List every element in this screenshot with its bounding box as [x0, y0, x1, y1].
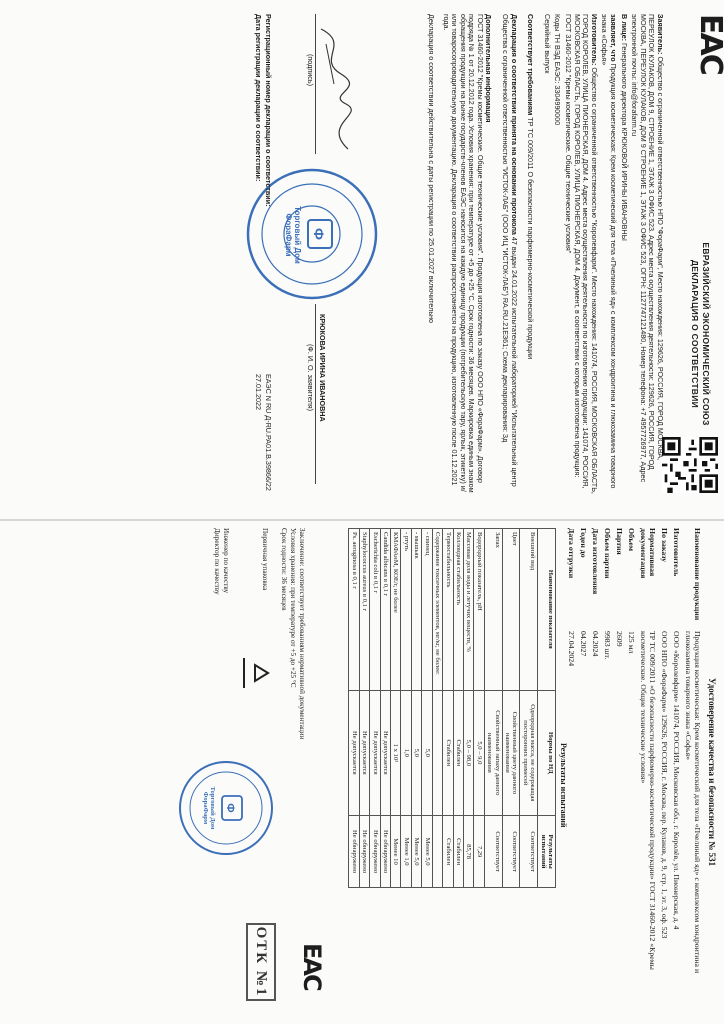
meta-key: Нормативная документация	[639, 528, 657, 579]
meta-key: По заказу	[660, 528, 669, 563]
meta-key: Изготовитель	[672, 528, 681, 577]
extra-text: ГОСТ 31460-2012 "Кремы косметические. Общие технические условия". Продукция изготовлена по заказу ООО НПО «ФораФарм». Договор подряда № 1 от 20.12.2012 года. Условия хранения: при температуре от +5 до +25 °С. Срок годности: 36 месяцев. Маркировка единым знаком обращения продукции на рынке государств-членов ЕАЭС наносится на каждую единицу продукции (потребительскую тару, ярлык, этикетку) и/или товаросопроводительную документацию. Декларация о соответствии распространяется на продукцию, изготовленную после 01.12.2021 года.	[441, 14, 485, 493]
cell-result: 7,29	[474, 816, 484, 888]
declaration-of-conformity	[22, 14, 728, 494]
cell-norm: Свойственный запаху данного наименования	[484, 690, 502, 816]
codes-text: Коды ТН ВЭД ЕАЭС: 3304990000	[553, 14, 563, 126]
basis-text: 47 выдан 24.01.2022 испытательной лабораторией "Испытательный центр Общества с ограниченной ответственностью "ИСТОК-ЛАБ" (ООО ИЦ "ИСТОК-ЛАБ") RA.RU.21ЕЗ61; Схема декларирования: 3д	[501, 14, 519, 487]
basis-block	[501, 14, 518, 494]
col-header: Наименование показателя	[538, 529, 556, 691]
declares-block	[600, 14, 617, 494]
extra-block	[441, 14, 493, 494]
meta-key: Дата отгрузки	[567, 528, 576, 579]
manufacturer-block	[563, 14, 597, 494]
declares-text: Продукция косметическая: Крем косметический для тела «Пчелиный яд» с комплексом хондроитина и глюкозамина товарного знака «Софья»	[600, 14, 619, 489]
cell-result: Не обнаружено	[359, 816, 369, 888]
union-heading: ЕВРАЗИЙСКИЙ ЭКОНОМИЧЕСКИЙ СОЮЗ	[701, 242, 711, 426]
meta-value: ТР ТС 009/2011 «О безопасности парфюмерно-косметической продукции» ГОСТ 31460-2012 «Кремы косметические. Общие технические условия»	[639, 631, 657, 970]
storage-text: Условия хранения: при температуре от +5 до +25 °С	[289, 528, 297, 688]
declaration-title: ДЕКЛАРАЦИЯ О СООТВЕТСТВИИ	[690, 259, 700, 409]
cell-result: 85,78	[463, 816, 473, 888]
certificate-round-stamp-icon	[176, 758, 276, 858]
director-text: Директор по качеству	[213, 528, 221, 595]
cell-result: Соответствует	[484, 816, 502, 888]
cell-norm	[432, 690, 442, 816]
meta-row	[615, 528, 624, 1018]
cell-parameter: Запах	[484, 529, 502, 691]
table-row	[520, 529, 538, 888]
conformity-block	[526, 14, 535, 494]
meta-key: Дата изготовления	[591, 528, 600, 595]
cell-result: Соответствует	[502, 816, 520, 888]
signer-line	[315, 304, 316, 484]
cell-parameter: - ртуть	[401, 529, 411, 691]
table-row	[380, 529, 390, 888]
certificate-meta	[564, 528, 702, 1018]
signer-caption: (Ф. И. О. заявителя)	[306, 344, 315, 412]
cell-result: Стабилен	[453, 816, 463, 888]
meta-key: Объем партии	[603, 528, 612, 579]
cell-parameter: Ps. aeruginosa в 0,1 г	[349, 529, 359, 691]
otk-stamp: ОТК №1	[246, 923, 276, 1001]
results-table	[348, 528, 556, 888]
col-header: Нормы по НД	[538, 690, 556, 816]
applicant-text: Общество с ограниченной ответственностью НПО "ФораФарм", Место нахождения: 129626, РОССИЯ, ГОРОД МОСКВА, ПЕРЕУЛОК КУЛАКОВ, ДОМ 9, СТРОЕНИЕ 1, ЭТАЖ 3 ОФИС 523. Адрес места осуществления деятельности: 129626, РОССИЯ, ГОРОД МОСКВА, ПЕРЕУЛОК КУЛАКОВ, ДОМ 9 СТРОЕНИЕ 1, ЭТАЖ 3 ОФИС 523, ОГРН: 1127747121480, Номер телефона: +7 4957726977, Адрес электронной почты: info@forafarm.ru	[630, 14, 665, 483]
cell-norm: Не допускается	[359, 690, 369, 816]
table-row	[502, 529, 520, 888]
reg-date: 27.01.2022	[254, 374, 263, 410]
person-label: В лице:	[619, 14, 629, 41]
cell-norm: 5,0 – 9,0	[474, 690, 484, 816]
meta-row	[672, 528, 681, 1018]
table-row	[474, 529, 484, 888]
cell-parameter: - мышьяк	[411, 529, 421, 691]
reg-number: ЕАЭС N RU Д-RU.РА01.В.39866/22	[264, 374, 273, 491]
eac-logo: EAC	[693, 14, 728, 74]
table-row	[401, 529, 411, 888]
reg-date-label: Дата регистрации декларации о соответствии:	[254, 14, 263, 182]
signer-name: КРЮКОВА ИРИНА ИВАНОВНА	[318, 314, 327, 422]
cell-parameter: Массовая доля воды и летучих веществ, %	[463, 529, 473, 691]
cell-norm: 1,0	[401, 690, 411, 816]
meta-value: 125 мл	[627, 631, 636, 654]
cell-parameter: - свинец	[422, 529, 432, 691]
cell-result: Менее 10	[391, 816, 401, 888]
applicant-block	[630, 14, 664, 494]
cell-parameter: Внешний вид	[520, 529, 538, 691]
meta-value: ООО НПО «ФораФарм» 129626, РОССИЯ, г. Москва, пер. Кулаков, д. 9, стр. 1, эт. 3, оф. 523	[660, 631, 669, 939]
qr-code-icon	[662, 437, 718, 493]
table-row	[453, 529, 463, 888]
engineer-text: Инженер по качеству	[222, 528, 230, 594]
svg-text:Ф: Ф	[224, 803, 236, 813]
cell-norm: Не допускается	[370, 690, 380, 816]
meta-key: Объем	[627, 528, 636, 552]
basis-label: Декларация о соответствии принята на основании протокола	[509, 14, 519, 235]
meta-value: 27.04.2024	[567, 631, 576, 667]
cell-parameter: Staphylococcus aureus в 0,1 г	[359, 529, 369, 691]
applicant-label: Заявитель:	[656, 14, 665, 55]
cell-result: Менее 5,0	[411, 816, 421, 888]
table-row	[359, 529, 369, 888]
certificate-stamp-text: Торговый Дом ФораФарм	[202, 786, 216, 830]
reg-number-label: Регистрационный номер декларации о соответствии:	[264, 14, 273, 207]
table-row	[443, 529, 453, 888]
person-text: Генерального директора КРЮКОВОЙ ИРИНЫ ИВАНОВНЫ	[619, 42, 629, 241]
cell-norm: 1 х 10³	[391, 690, 401, 816]
validity-date: 25.01.2027 включительно	[426, 237, 436, 324]
meta-row	[627, 528, 636, 1018]
cell-parameter: Термостабильность	[443, 529, 453, 691]
meta-value: ООО «Королевфарм» 141074, РОССИЯ, Московская обл., г. Королёв, ул. Пионерская, д. 4	[672, 631, 681, 930]
cell-result: Не обнаружено	[380, 816, 390, 888]
cell-result: Не обнаружено	[370, 816, 380, 888]
declares-label: заявляет, что	[609, 14, 619, 62]
meta-row	[579, 528, 588, 1018]
table-row	[432, 529, 442, 888]
meta-value: 2609	[615, 631, 624, 647]
quality-certificate	[16, 528, 716, 1018]
handwritten-signature-icon	[314, 24, 356, 154]
cell-norm: Стабилен	[443, 690, 453, 816]
cell-result: Менее 1,0	[401, 816, 411, 888]
declaration-body	[424, 14, 664, 494]
meta-value: 04.2027	[579, 631, 588, 657]
cell-result: Не обнаружено	[349, 816, 359, 888]
cell-result: Менее 5,0	[422, 816, 432, 888]
meta-value: 9983 шт.	[603, 631, 612, 660]
cell-parameter: Содержание токсичных элементов, мг/кг, не более:	[432, 529, 442, 691]
meta-key: Партия	[615, 528, 624, 555]
cell-parameter: Escherichia coli в 0,1 г	[370, 529, 380, 691]
table-header-row	[538, 529, 556, 888]
conformity-text: ТР ТС 009/2011 О безопасности парфюмерно-косметической продукции	[526, 117, 536, 360]
validity-block	[426, 14, 435, 494]
conclusion-text: Заключение: соответствует требованиям нормативной документации	[298, 528, 306, 740]
meta-value: Продукция косметическая: Крем косметический для тела «Пчелиный яд» с комплексом хондроитина и глюкозамина товарного знака «Софья»	[684, 631, 702, 974]
meta-row	[603, 528, 612, 1018]
manufacturer-text: Общество с ограниченной ответственностью "Королевфарм". Место нахождения: 141074, РОССИЯ, МОСКОВСКАЯ ОБЛАСТЬ, ГОРОД КОРОЛЕВ, УЛИЦА ПИОНЕРСКАЯ, ДОМ 4. Адрес места осуществления деятельности по изготовлению продукции: 141074, РОССИЯ, МОСКОВСКАЯ ОБЛАСТЬ, ГОРОД КОРОЛЕВ, УЛИЦА ПИОНЕРСКАЯ, ДОМ 4. Документ, в соответствии с которым изготовлена продукция: ГОСТ 31460-2012 "Кремы косметические. Общие технические условия"	[564, 14, 599, 494]
certificate-eac-logo: EAC	[298, 943, 326, 990]
cell-norm: 5,0	[422, 690, 432, 816]
person-block	[619, 14, 628, 494]
cell-norm: 5,0	[411, 690, 421, 816]
meta-row	[591, 528, 600, 1018]
signature-caption: (подпись)	[306, 54, 315, 86]
table-row	[411, 529, 421, 888]
cell-result: Соответствует	[520, 816, 538, 888]
table-row	[463, 529, 473, 888]
cell-norm: Свойственный цвету данного наименования	[502, 690, 520, 816]
meta-key: Наименование продукции	[693, 528, 702, 621]
cell-parameter: Candida albicans в 0,1 г	[380, 529, 390, 691]
cell-parameter: КМАФАнМ, КОЕ/г, не более	[391, 529, 401, 691]
results-table-body	[349, 529, 538, 888]
page-divider	[0, 519, 724, 521]
meta-row	[639, 528, 657, 1018]
table-row	[484, 529, 502, 888]
registration-info	[252, 14, 272, 494]
cell-result	[432, 816, 442, 888]
cell-parameter: Цвет	[502, 529, 520, 691]
cell-parameter: Коллоидная стабильность	[453, 529, 463, 691]
table-row	[349, 529, 359, 888]
meta-row	[567, 528, 576, 1018]
meta-row	[660, 528, 669, 1018]
table-row	[422, 529, 432, 888]
cell-norm: Стабилен	[453, 690, 463, 816]
table-row	[370, 529, 380, 888]
meta-value: 04.2024	[591, 631, 600, 657]
cell-norm: Не допускается	[380, 690, 390, 816]
cell-norm: 5,0 – 98,0	[463, 690, 473, 816]
col-header: Результаты испытаний	[538, 816, 556, 888]
serial-text: Серийный выпуск	[542, 14, 552, 74]
cell-norm: Однородная масса, не содержащая посторонних примесей	[520, 690, 538, 816]
cell-parameter: Водородный показатель, рН	[474, 529, 484, 691]
extra-label: Дополнительная информация	[484, 14, 494, 123]
manufacturer-label: Изготовитель:	[589, 14, 599, 66]
meta-key: Годен до	[579, 528, 588, 558]
table-row	[391, 529, 401, 888]
recycle-icon	[241, 648, 271, 698]
svg-text:Ф: Ф	[311, 228, 327, 240]
certificate-title: Удостоверение качества и безопасности № 531	[707, 678, 717, 867]
stamp-text: Торговый Дом ФораФарм	[284, 206, 302, 264]
packaging-text: Первичная упаковка	[261, 528, 269, 591]
shelf-life-text: Срок годности: 36 месяцев	[280, 528, 288, 611]
meta-row	[684, 528, 702, 1018]
cell-result: Стабилен	[443, 816, 453, 888]
results-title: Результаты испытаний	[559, 743, 568, 828]
cell-norm: Не допускается	[349, 690, 359, 816]
conformity-label: Соответствует требованиям	[526, 14, 536, 116]
validity-label: Декларация о соответствии действительна с даты регистрации по	[426, 14, 436, 236]
